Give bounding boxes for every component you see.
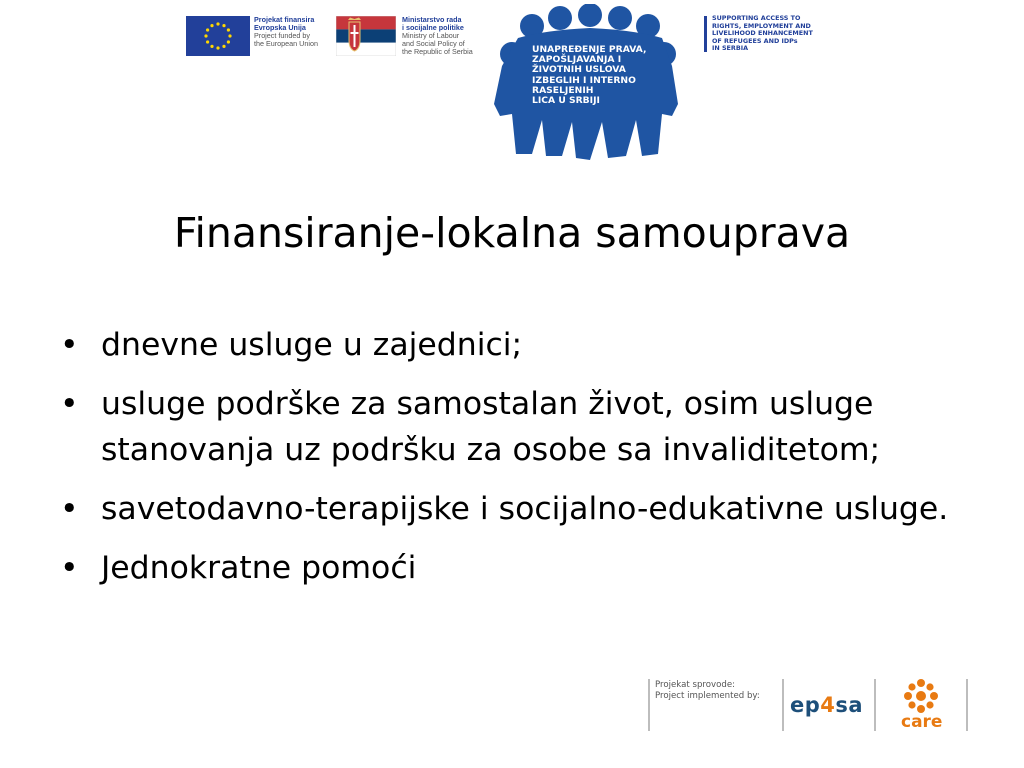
title-accent-bar <box>704 16 707 52</box>
care-flower-icon <box>900 678 942 714</box>
bullet-item <box>58 322 968 368</box>
ministry-lead-line: Ministarstvo rada <box>402 15 462 24</box>
separator-line <box>648 679 650 731</box>
implemented-by-line: Projekat sprovode: <box>655 680 736 690</box>
bullet-item <box>58 545 968 591</box>
eu-lead-line: Projekat finansira <box>254 15 315 24</box>
bullet-text: Jednokratne pomoći <box>101 550 417 586</box>
bullet-text: savetodavno-terapijske i socijalno-edukativne usluge. <box>101 491 949 527</box>
implementing-partners <box>648 677 970 733</box>
ministry-text <box>402 16 490 56</box>
bullet-icon: • <box>60 550 79 586</box>
ministry-sub-line: and Social Policy of <box>402 39 465 49</box>
bullet-icon: • <box>60 386 79 422</box>
bullet-list <box>58 322 968 604</box>
bullet-text: usluge podrške za samostalan život, osim usluge stanovanja uz podršku za osobe sa invaliditetom; <box>101 386 881 468</box>
project-title-en-line: LIVELIHOOD ENHANCEMENT <box>712 29 813 38</box>
project-title-en-line: OF REFUGEES AND IDPs <box>712 36 798 45</box>
implemented-by-line: Project implemented by: <box>655 691 760 701</box>
project-logo-line: LICA U SRBIJI <box>532 95 600 107</box>
serbia-flag-logo <box>336 16 396 56</box>
project-logo-line: ŽIVOTNIH USLOVA <box>532 64 626 76</box>
project-title-en <box>712 15 832 53</box>
epasa-logo-accent: 4 <box>820 693 836 717</box>
coat-of-arms-icon <box>348 18 361 52</box>
epasa-logo-suffix: sa <box>835 693 864 717</box>
project-logo-line: UNAPREĐENJE PRAVA, <box>532 44 647 55</box>
project-logo-line: IZBEGLIH I INTERNO <box>532 74 636 86</box>
project-logo-line: ZAPOŠLJAVANJA I <box>532 54 622 66</box>
project-logo-text <box>532 45 672 106</box>
separator-line <box>966 679 968 731</box>
eu-flag-logo <box>186 16 250 56</box>
implemented-by-text <box>655 680 783 702</box>
eu-sub-line: the European Union <box>254 39 318 49</box>
eu-funding-text <box>254 16 332 48</box>
epasa-logo <box>790 693 863 717</box>
eu-lead-line: Evropska Unija <box>254 23 306 33</box>
bullet-text: dnevne usluge u zajednici; <box>101 327 523 363</box>
epasa-logo-prefix: ep <box>790 693 821 717</box>
ministry-lead-line: i socijalne politike <box>402 23 464 33</box>
project-title-en-line: SUPPORTING ACCESS TO <box>712 14 801 22</box>
care-logo-text: care <box>901 712 943 732</box>
project-logo-line: RASELJENIH <box>532 84 594 96</box>
project-title-en-line: RIGHTS, EMPLOYMENT AND <box>712 21 811 30</box>
project-title-en-line: IN SERBIA <box>712 44 749 53</box>
separator-line <box>874 679 876 731</box>
ministry-sub-line: the Republic of Serbia <box>402 47 473 57</box>
bullet-item <box>58 486 968 532</box>
slide-title: Finansiranje-lokalna samouprava <box>173 209 851 257</box>
bullet-icon: • <box>60 491 79 527</box>
ministry-sub-line: Ministry of Labour <box>402 31 460 41</box>
eu-sub-line: Project funded by <box>254 31 310 41</box>
bullet-item <box>58 381 968 473</box>
bullet-icon: • <box>60 327 79 363</box>
separator-line <box>782 679 784 731</box>
